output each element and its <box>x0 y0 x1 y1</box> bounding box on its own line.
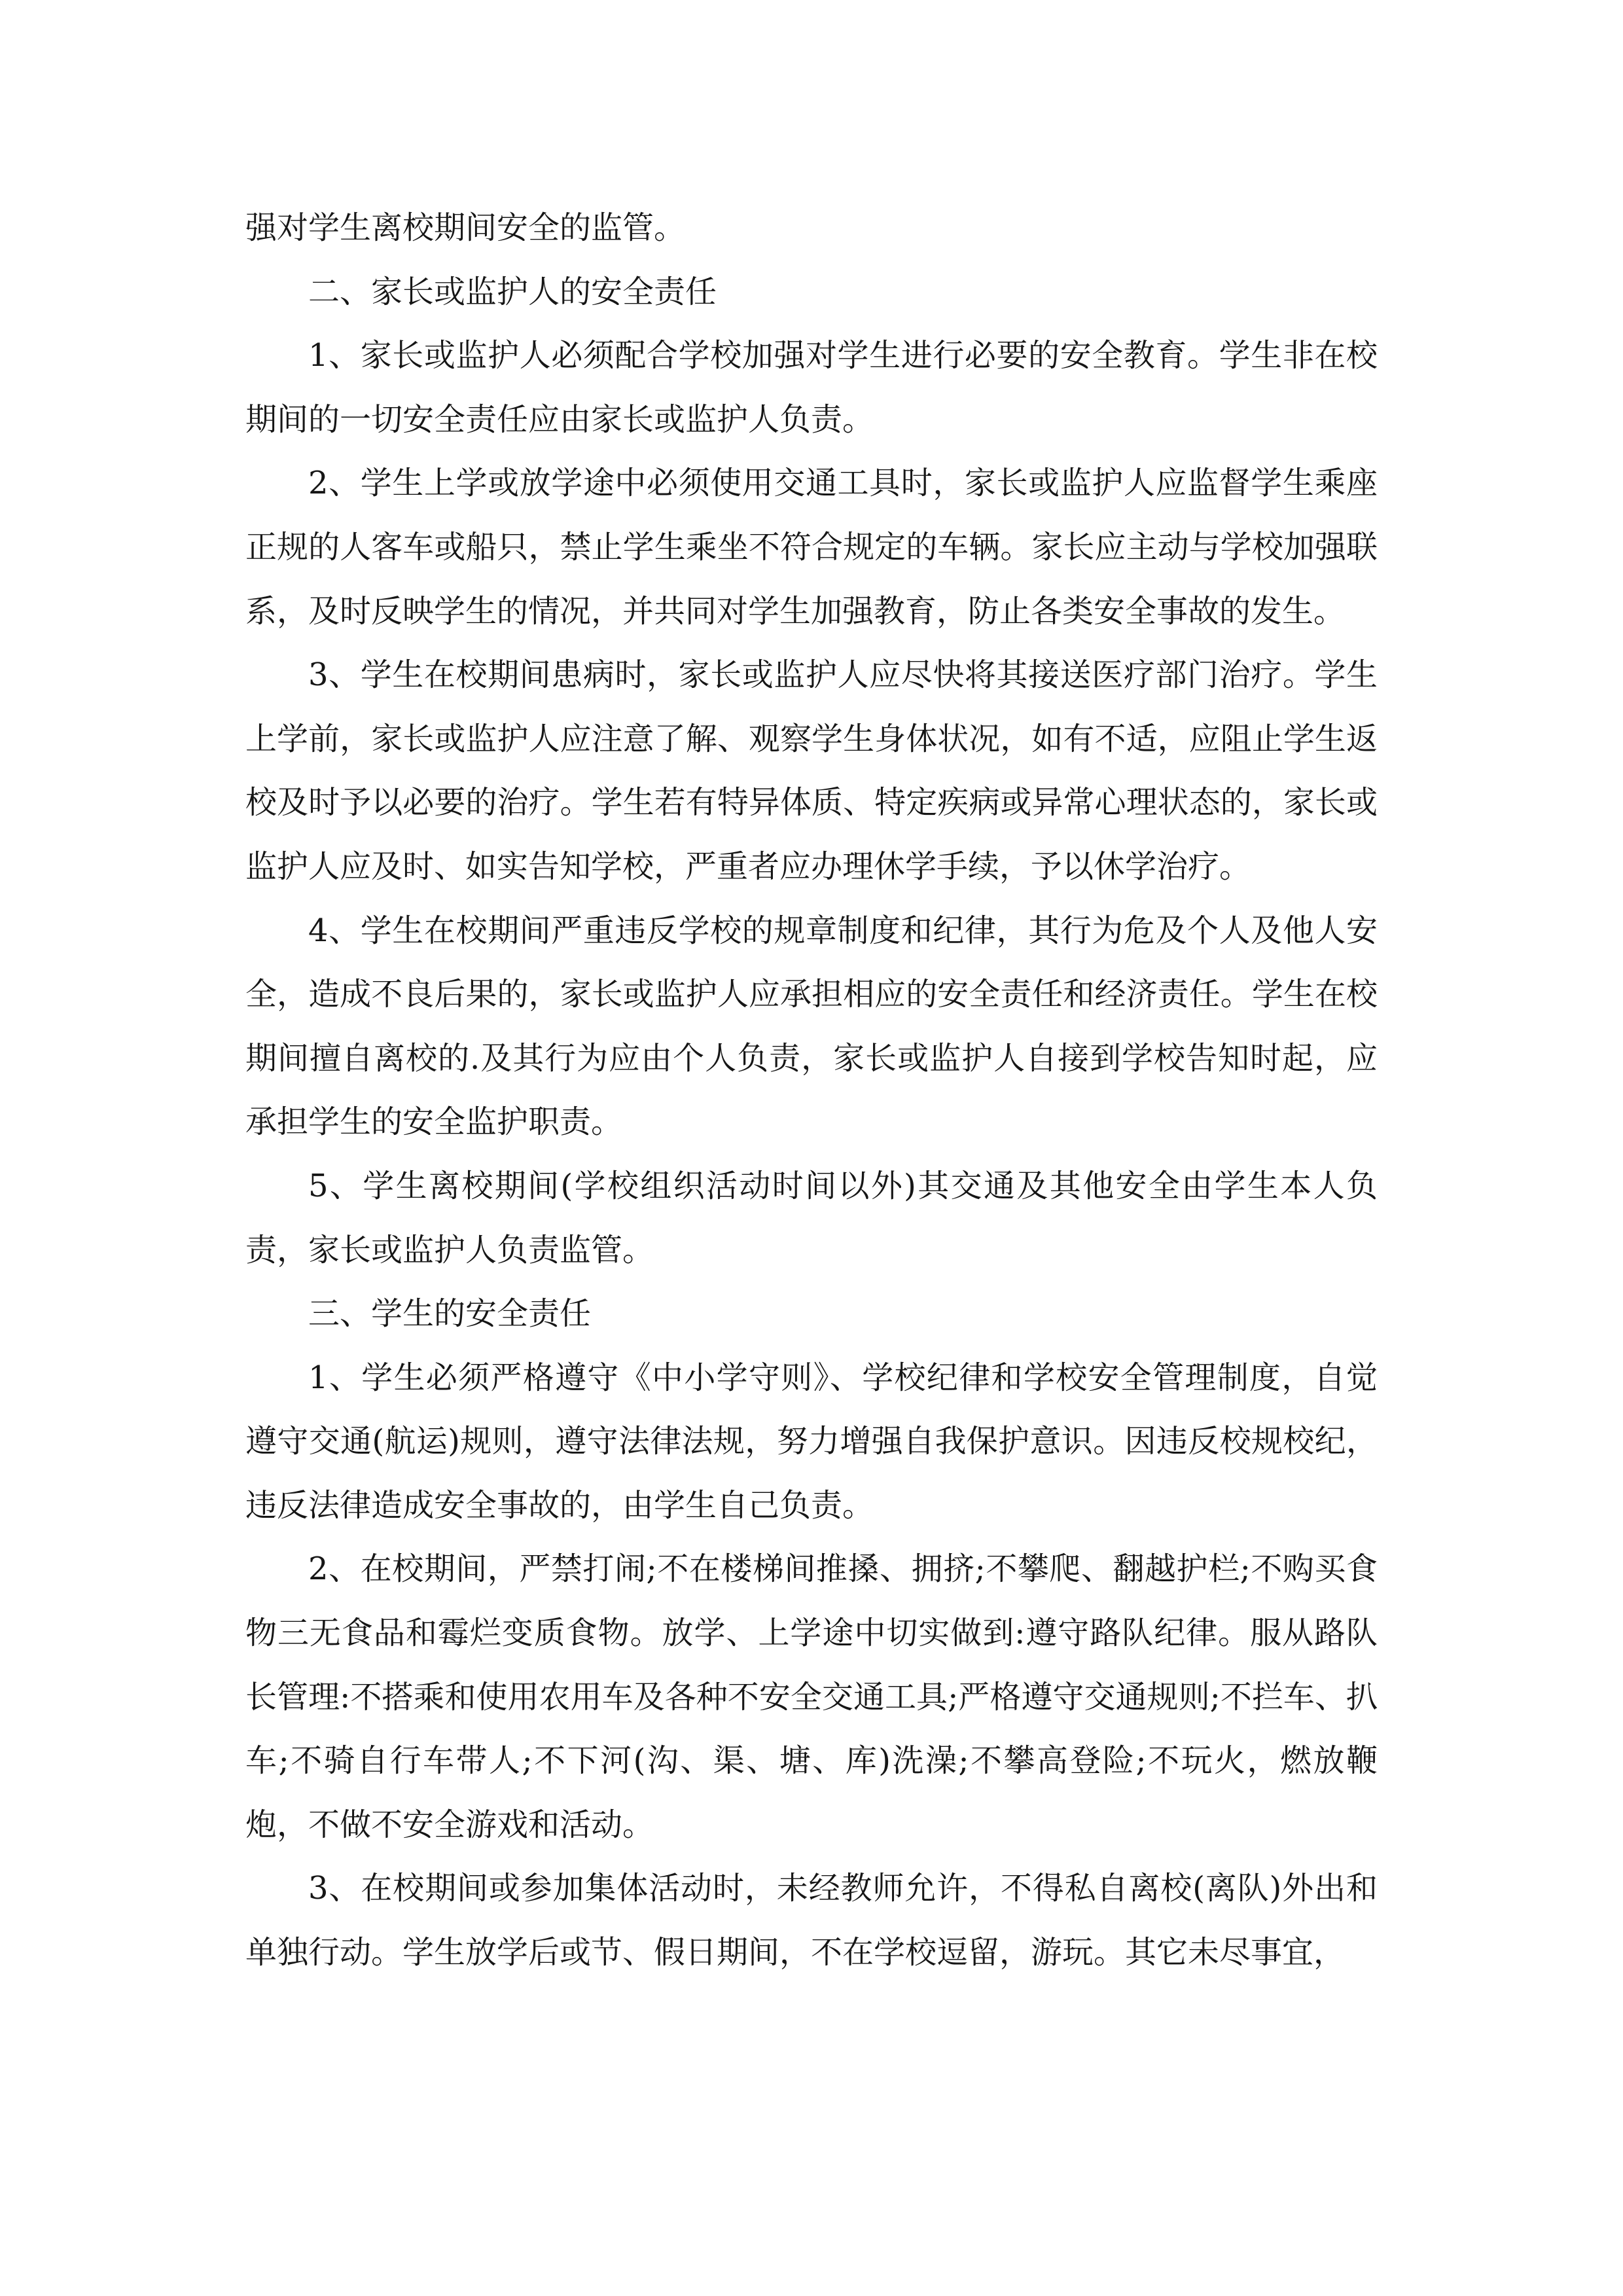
paragraph-parent-item-1: 1、家长或监护人必须配合学校加强对学生进行必要的安全教育。学生非在校期间的一切安全责任应由家长或监护人负责。 <box>245 337 1378 438</box>
paragraph-parent-item-3: 3、学生在校期间患病时，家长或监护人应尽快将其接送医疗部门治疗。学生上学前，家长或监护人应注意了解、观察学生身体状况，如有不适，应阻止学生返校及时予以必要的治疗。学生若有特异体质、特定疾病或异常心理状态的，家长或监护人应及时、如实告知学校，严重者应办理休学手续，予以休学治疗。 <box>245 656 1378 885</box>
section-heading-parent-responsibility: 二、家长或监护人的安全责任 <box>308 273 717 310</box>
section-heading-student-responsibility: 三、学生的安全责任 <box>308 1295 592 1333</box>
paragraph-parent-item-4: 4、学生在校期间严重违反学校的规章制度和纪律，其行为危及个人及他人安全，造成不良后果的，家长或监护人应承担相应的安全责任和经济责任。学生在校期间擅自离校的.及其行为应由个人负责，家长或监护人自接到学校告知时起，应承担学生的安全监护职责。 <box>245 912 1378 1141</box>
paragraph-parent-item-5: 5、学生离校期间(学校组织活动时间以外)其交通及其他安全由学生本人负责，家长或监护人负责监管。 <box>245 1167 1378 1268</box>
paragraph-parent-item-2: 2、学生上学或放学途中必须使用交通工具时，家长或监护人应监督学生乘座正规的人客车或船只，禁止学生乘坐不符合规定的车辆。家长应主动与学校加强联系，及时反映学生的情况，并共同对学生加强教育，防止各类安全事故的发生。 <box>245 465 1378 630</box>
paragraph-student-item-3: 3、在校期间或参加集体活动时，未经教师允许，不得私自离校(离队)外出和单独行动。学生放学后或节、假日期间，不在学校逗留，游玩。其它未尽事宜， <box>245 1870 1378 1971</box>
paragraph-student-item-2: 2、在校期间，严禁打闹;不在楼梯间推搡、拥挤;不攀爬、翻越护栏;不购买食物三无食品和霉烂变质食物。放学、上学途中切实做到:遵守路队纪律。服从路队长管理:不搭乘和使用农用车及各种不安全交通工具;严格遵守交通规则;不拦车、扒车;不骑自行车带人;不下河(沟、渠、塘、库)洗澡;不攀高登险;不玩火，燃放鞭炮，不做不安全游戏和活动。 <box>245 1551 1378 1843</box>
paragraph-continuation: 强对学生离校期间安全的监管。 <box>245 209 686 246</box>
paragraph-student-item-1: 1、学生必须严格遵守《中小学守则》、学校纪律和学校安全管理制度，自觉遵守交通(航运)规则，遵守法律法规，努力增强自我保护意识。因违反校规校纪，违反法律造成安全事故的，由学生自己负责。 <box>245 1359 1378 1524</box>
document-body <box>245 196 1378 1985</box>
